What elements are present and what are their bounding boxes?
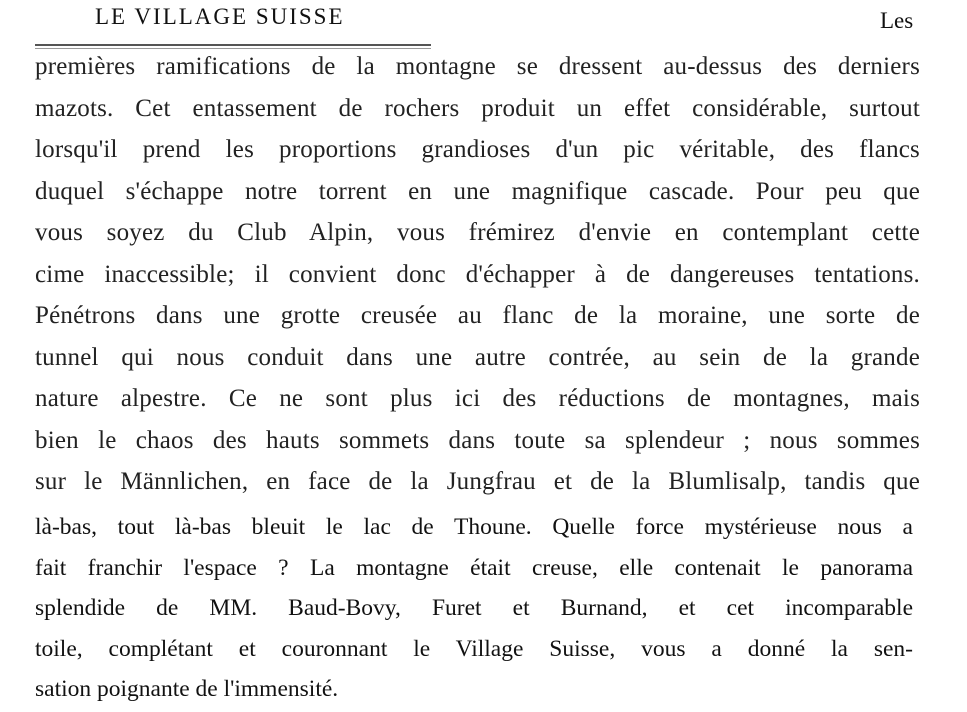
text-line xyxy=(35,420,920,462)
body-text-top xyxy=(35,46,920,503)
text-line-content: nature alpestre. Ce ne sont plus ici des réductions de montagnes, mais xyxy=(35,385,920,412)
text-line xyxy=(35,548,913,589)
text-line-content: sur le Männlichen, en face de la Jungfrau et de la Blumlisalp, tandis que xyxy=(35,468,920,495)
text-line-content: duquel s'échappe notre torrent en une magnifique cascade. Pour peu que xyxy=(35,177,920,205)
text-line-content: Pénétrons dans une grotte creusée au flanc de la moraine, une sorte de xyxy=(35,302,920,329)
text-line-content: là-bas, tout là-bas bleuit le lac de Thoune. Quelle force mystérieuse nous a xyxy=(35,514,913,540)
catchword: Les xyxy=(880,8,914,33)
text-line xyxy=(35,461,920,503)
text-line-content: tunnel qui nous conduit dans une autre contrée, au sein de la grande xyxy=(35,343,920,371)
text-line xyxy=(35,212,920,254)
text-line-content: lorsqu'il prend les proportions grandioses d'un pic véritable, des flancs xyxy=(35,136,920,163)
text-line xyxy=(35,629,913,670)
text-line-content: sation poignante de l'immensité. xyxy=(35,676,339,702)
text-line xyxy=(35,254,920,296)
text-line xyxy=(35,378,920,420)
text-line xyxy=(35,171,920,213)
body-text-bottom xyxy=(35,507,913,710)
text-line xyxy=(35,88,920,130)
text-line xyxy=(35,507,913,548)
text-line-content: splendide de MM. Baud-Bovy, Furet et Burnand, et cet incomparable xyxy=(35,595,913,621)
text-line-content: fait franchir l'espace ? La montagne était creuse, elle contenait le panorama xyxy=(35,554,913,581)
running-title: LE VILLAGE SUISSE xyxy=(95,4,345,29)
text-line xyxy=(35,337,920,379)
text-line xyxy=(35,669,913,710)
text-line xyxy=(35,129,920,171)
text-line xyxy=(35,46,920,88)
text-line xyxy=(35,588,913,629)
text-line-content: premières ramifications de la montagne se dressent au-dessus des derniers xyxy=(35,53,920,80)
text-line-content: bien le chaos des hauts sommets dans toute sa splendeur ; nous sommes xyxy=(35,426,920,454)
text-line xyxy=(35,295,920,337)
text-line-content: cime inaccessible; il convient donc d'échapper à de dangereuses tentations. xyxy=(35,260,920,288)
text-line-content: vous soyez du Club Alpin, vous frémirez d'envie en contemplant cette xyxy=(35,219,920,246)
text-line-content: mazots. Cet entassement de rochers produit un effet considérable, surtout xyxy=(35,94,920,122)
text-line-content: toile, complétant et couronnant le Village Suisse, vous a donné la sen- xyxy=(35,635,913,662)
